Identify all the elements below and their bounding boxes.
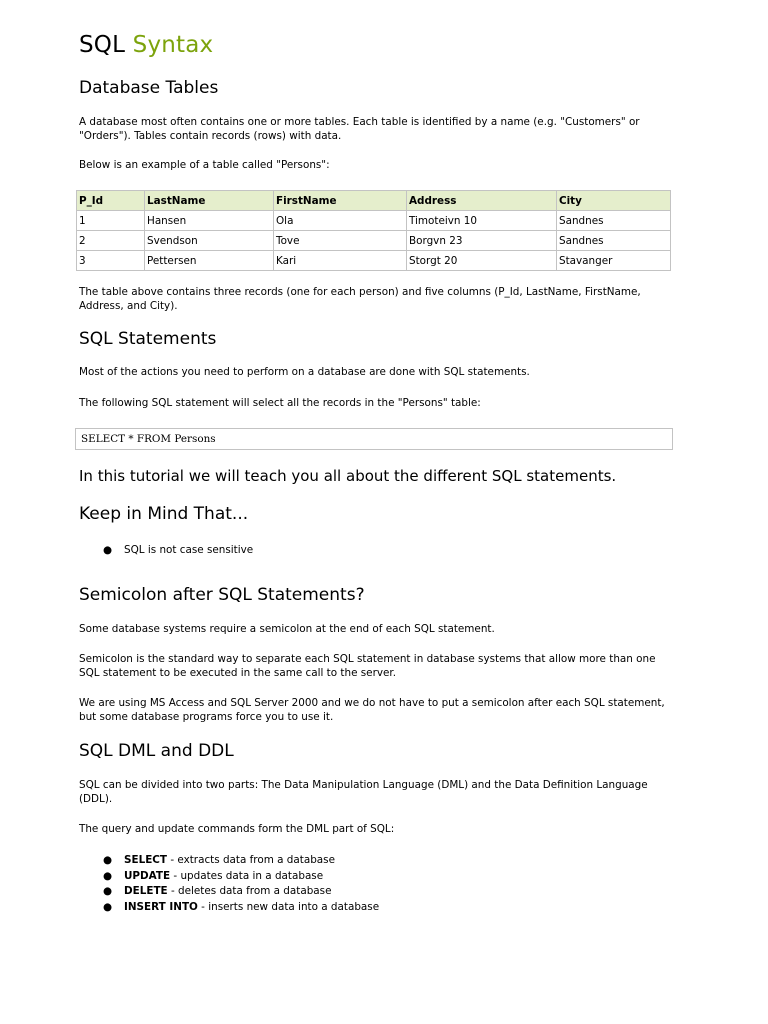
- table-cell: Stavanger: [557, 251, 671, 271]
- table-header-cell: Address: [407, 191, 557, 211]
- bullet-icon: ●: [103, 900, 113, 913]
- table-cell: 1: [77, 211, 145, 231]
- table-cell: Pettersen: [145, 251, 274, 271]
- command-description: - inserts new data into a database: [197, 900, 380, 913]
- table-header-row: [77, 191, 671, 211]
- table-header-cell: P_Id: [77, 191, 145, 211]
- heading-semicolon: Semicolon after SQL Statements?: [79, 585, 365, 605]
- tutorial-sentence: In this tutorial we will teach you all about the different SQL statements.: [79, 467, 617, 485]
- title-syntax: Syntax: [132, 32, 214, 58]
- bullet-icon: ●: [103, 869, 113, 882]
- list-item: [79, 884, 379, 900]
- heading-database-tables: Database Tables: [79, 78, 219, 98]
- statements-paragraph-2: The following SQL statement will select all the records in the "Persons" table:: [79, 397, 481, 409]
- db-tables-paragraph-3: The table above contains three records (one for each person) and five columns (P_Id, LastName, FirstName, Address, and City).: [79, 286, 641, 312]
- command-keyword: UPDATE: [124, 869, 171, 882]
- table-header-cell: City: [557, 191, 671, 211]
- semicolon-paragraph-1: Some database systems require a semicolon at the end of each SQL statement.: [79, 623, 495, 635]
- table-cell: Storgt 20: [407, 251, 557, 271]
- list-item: [79, 869, 379, 885]
- table-cell: Hansen: [145, 211, 274, 231]
- table-header-cell: FirstName: [274, 191, 407, 211]
- table-row: [77, 251, 671, 271]
- table-cell: Timoteivn 10: [407, 211, 557, 231]
- table-cell: Kari: [274, 251, 407, 271]
- keep-in-mind-list: [79, 543, 253, 559]
- table-cell: Sandnes: [557, 211, 671, 231]
- heading-sql-statements: SQL Statements: [79, 329, 217, 349]
- table-cell: Ola: [274, 211, 407, 231]
- table-row: [77, 211, 671, 231]
- bullet-icon: ●: [103, 854, 113, 866]
- command-description: - updates data in a database: [170, 869, 324, 882]
- command-description: - extracts data from a database: [167, 854, 335, 866]
- statements-paragraph-1: Most of the actions you need to perform on a database are done with SQL statements.: [79, 366, 530, 378]
- dml-command-list: [79, 853, 379, 915]
- db-tables-paragraph-1: A database most often contains one or more tables. Each table is identified by a name (e.g. "Customers" or "Orders"). Tables contain records (rows) with data.: [79, 116, 640, 142]
- dml-ddl-paragraph-1: SQL can be divided into two parts: The Data Manipulation Language (DML) and the Data Definition Language (DDL).: [79, 779, 648, 805]
- persons-table: [76, 190, 671, 271]
- table-cell: Sandnes: [557, 231, 671, 251]
- table-header-cell: LastName: [145, 191, 274, 211]
- table-cell: 2: [77, 231, 145, 251]
- title-sql: SQL: [79, 32, 126, 58]
- db-tables-paragraph-2: Below is an example of a table called "Persons":: [79, 159, 330, 171]
- list-item-text: SQL is not case sensitive: [124, 544, 254, 556]
- bullet-icon: ●: [103, 544, 113, 556]
- dml-ddl-paragraph-2: The query and update commands form the DML part of SQL:: [79, 823, 395, 835]
- list-item: [79, 900, 379, 916]
- table-cell: Borgvn 23: [407, 231, 557, 251]
- code-example: SELECT * FROM Persons: [75, 428, 673, 450]
- list-item: [79, 853, 379, 869]
- command-description: - deletes data from a database: [167, 885, 332, 897]
- command-keyword: SELECT: [124, 854, 168, 866]
- table-row: [77, 231, 671, 251]
- command-keyword: DELETE: [124, 885, 168, 897]
- heading-keep-in-mind: Keep in Mind That...: [79, 504, 249, 524]
- table-cell: 3: [77, 251, 145, 271]
- bullet-icon: ●: [103, 885, 113, 897]
- list-item: [79, 543, 253, 559]
- heading-dml-ddl: SQL DML and DDL: [79, 741, 234, 761]
- table-cell: Svendson: [145, 231, 274, 251]
- page-title: [79, 32, 213, 58]
- command-keyword: INSERT INTO: [124, 900, 198, 913]
- semicolon-paragraph-2: Semicolon is the standard way to separate each SQL statement in database systems that allow more than one SQL statement to be executed in the same call to the server.: [79, 653, 656, 679]
- table-cell: Tove: [274, 231, 407, 251]
- semicolon-paragraph-3: We are using MS Access and SQL Server 2000 and we do not have to put a semicolon after each SQL statement, but some database programs force you to use it.: [79, 697, 665, 723]
